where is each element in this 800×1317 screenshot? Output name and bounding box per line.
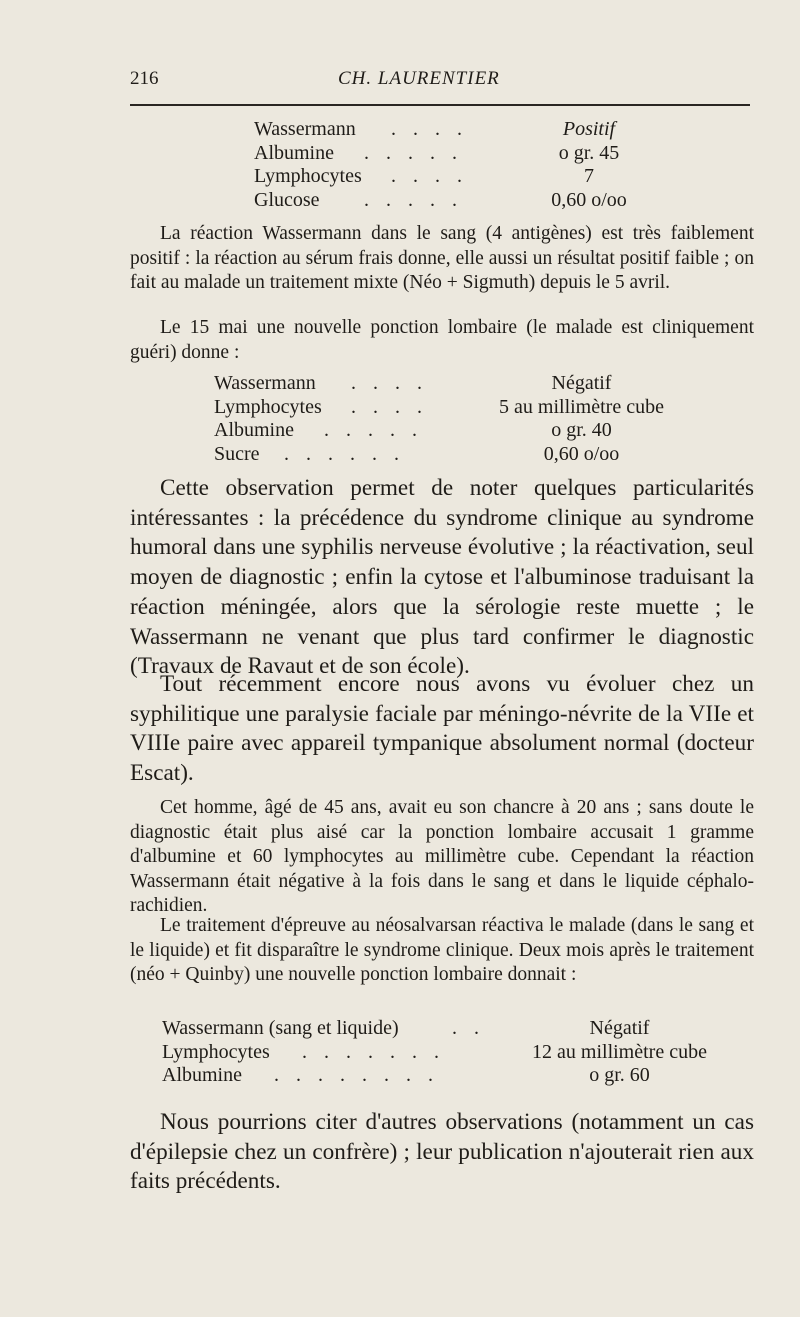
leader-dots: . . (452, 1017, 485, 1039)
leader-dots: . . . . . . . . (274, 1064, 439, 1086)
csf-results-table-2 (214, 372, 684, 466)
page-header (130, 68, 750, 96)
table-label: Wassermann (sang et liquide) (162, 1017, 399, 1039)
page-number: 216 (130, 68, 159, 89)
paragraph: Cette observation permet de noter quelques particularités intéressantes : la précédence du syndrome clinique au syndrome humoral dans une syphilis nerveuse évolutive ; la réactivation, seul moyen de diagnostic ; enfin la cytose et l'albuminose traduisant la réaction méningée, alors que la sérologie reste muette ; le Wassermann ne venant que plus tard confirmer le diagnostic (Travaux de Ravaut et de son école). (130, 475, 754, 680)
leader-dots: . . . . (351, 372, 428, 394)
table-value: Négatif (589, 1017, 650, 1039)
leader-dots: . . . . . (364, 188, 463, 211)
table-value: 0,60 o/oo (551, 188, 627, 211)
leader-dots: . . . . (351, 395, 428, 418)
table-row (254, 165, 644, 189)
table-row (214, 396, 684, 420)
table-label: Lymphocytes (254, 165, 362, 187)
table-row (214, 443, 684, 467)
table-value: 5 au millimètre cube (499, 395, 664, 418)
paragraph: Nous pourrions citer d'autres observations (notamment un cas d'épilepsie chez un confrère) ; leur publication n'ajouterait rien aux faits précédents. (130, 1109, 754, 1195)
table-label: Albumine (162, 1064, 242, 1086)
paragraph: Le traitement d'épreuve au néosalvarsan réactiva le malade (dans le sang et le liquide) et fit disparaître le syndrome clinique. Deux mois après le traitement (néo + Quinby) une nouvelle ponction lombaire donnait : (130, 915, 754, 986)
csf-results-table-3 (162, 1017, 732, 1088)
table-value: o gr. 45 (558, 141, 620, 164)
table-value: o gr. 40 (551, 419, 612, 441)
paragraph: Le 15 mai une nouvelle ponction lombaire (le malade est cliniquement guéri) donne : (130, 317, 754, 363)
paragraph: Cet homme, âgé de 45 ans, avait eu son chancre à 20 ans ; sans doute le diagnostic était plus aisé car la ponction lombaire accusait 1 gramme d'albumine et 60 lymphocytes au millimètre cube. Cependant la réaction Wassermann était négative à la fois dans le sang et dans le liquide céphalo-rachidien. (130, 797, 754, 917)
table-label: Albumine (254, 141, 334, 164)
table-value: o gr. 60 (589, 1064, 650, 1086)
table-label: Wassermann (254, 118, 356, 140)
leader-dots: . . . . (391, 165, 468, 187)
table-row (162, 1041, 732, 1065)
header-rule (130, 104, 750, 106)
leader-dots: . . . . (391, 118, 468, 140)
leader-dots: . . . . . . (284, 442, 405, 465)
paragraph: La réaction Wassermann dans le sang (4 antigènes) est très faiblement positif : la réaction au sérum frais donne, elle aussi un résultat positif faible ; on fait au malade un traitement mixte (Néo + Sigmuth) depuis le 5 avril. (130, 223, 754, 294)
table-row (214, 419, 684, 443)
table-label: Sucre (214, 442, 260, 465)
paragraph: Tout récemment encore nous avons vu évoluer chez un syphilitique une paralysie faciale par méningo-névrite de la VIIe et VIIIe paire avec appareil tympanique absolument normal (docteur Escat). (130, 671, 754, 787)
csf-results-table-1 (254, 118, 644, 212)
table-row (254, 189, 644, 213)
table-value: 0,60 o/oo (543, 442, 620, 465)
table-label: Lymphocytes (214, 395, 322, 418)
leader-dots: . . . . . (324, 419, 423, 441)
table-row (162, 1064, 732, 1088)
table-value: 12 au millimètre cube (532, 1040, 707, 1063)
table-row (162, 1017, 732, 1041)
leader-dots: . . . . . (364, 141, 463, 164)
table-row (254, 118, 644, 142)
table-value: 7 (584, 165, 594, 187)
table-label: Glucose (254, 188, 320, 211)
leader-dots: . . . . . . . (302, 1040, 445, 1063)
table-label: Lymphocytes (162, 1040, 270, 1063)
table-value: Positif (562, 118, 616, 140)
table-row (254, 142, 644, 166)
table-label: Albumine (214, 419, 294, 441)
table-row (214, 372, 684, 396)
table-value: Négatif (551, 372, 612, 394)
running-title: CH. LAURENTIER (338, 68, 500, 89)
table-label: Wassermann (214, 372, 316, 394)
